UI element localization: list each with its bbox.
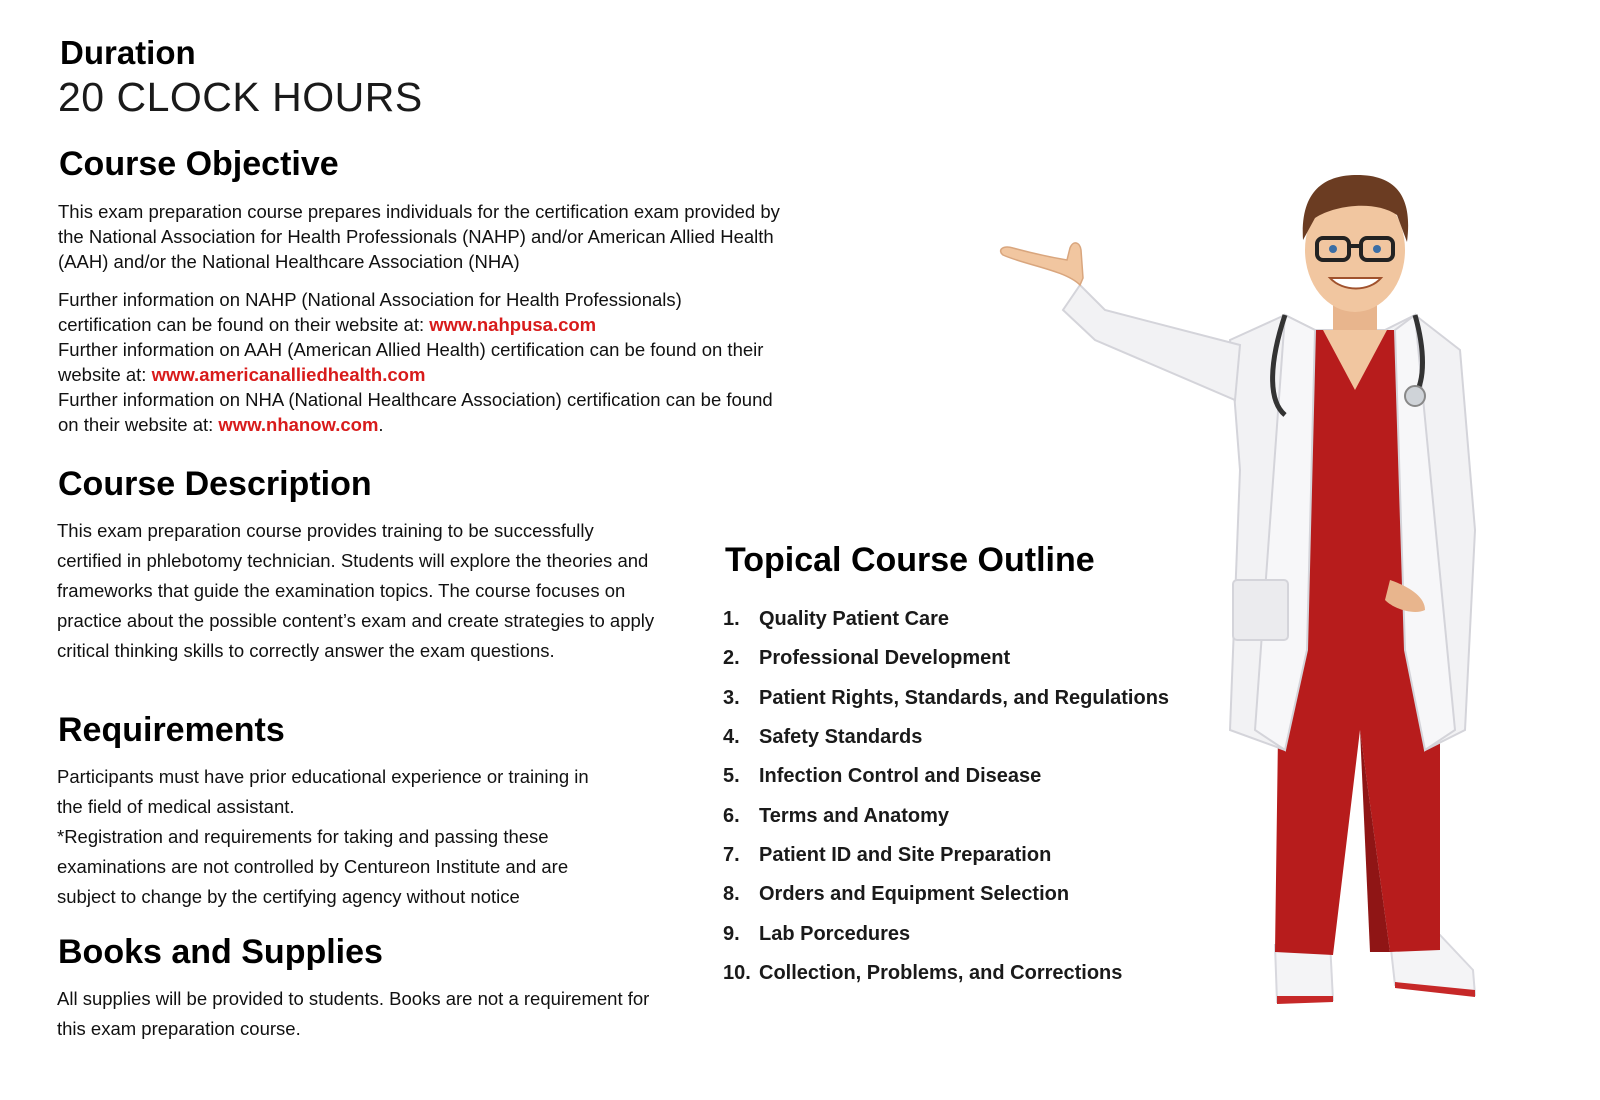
nahp-info-text: Further information on NAHP (National Association for Health Professionals) certification can be found on their website at: xyxy=(58,289,682,335)
hand xyxy=(1001,243,1083,285)
requirements-text: Participants must have prior educational experience or training in the field of medical assistant. xyxy=(57,766,589,817)
outline-item-label: Safety Standards xyxy=(759,726,923,749)
outline-item-number: 7. xyxy=(723,843,740,866)
stethoscope-chestpiece xyxy=(1405,386,1425,406)
books-supplies-text: All supplies will be provided to students. Books are not a requirement for this exam preparation course. xyxy=(57,988,650,1039)
course-description-heading: Course Description xyxy=(58,465,372,503)
eye-right xyxy=(1373,245,1381,253)
course-objective-heading: Course Objective xyxy=(59,145,339,183)
outline-item-label: Patient Rights, Standards, and Regulations xyxy=(759,686,1170,709)
outline-item-label: Collection, Problems, and Corrections xyxy=(759,961,1123,984)
outline-item-number: 9. xyxy=(723,922,740,945)
aah-info-text: Further information on AAH (American Allied Health) certification can be found on their website at: xyxy=(58,339,764,385)
doctor-illustration xyxy=(985,170,1505,1040)
duration-value: 20 CLOCK HOURS xyxy=(58,74,423,120)
nahp-website-link[interactable]: www.nahpusa.com xyxy=(429,314,597,335)
outline-item-label: Quality Patient Care xyxy=(759,608,950,631)
outline-item-number: 3. xyxy=(723,686,740,709)
nha-info-text: Further information on NHA (National Healthcare Association) certification can be found on their website at: xyxy=(58,389,773,435)
nha-website-link[interactable]: www.nhanow.com xyxy=(218,414,379,435)
eye xyxy=(1329,245,1337,253)
outline-item-label: Patient ID and Site Preparation xyxy=(759,843,1052,866)
outline-item-label: Professional Development xyxy=(759,647,1011,670)
outline-item-number: 1. xyxy=(723,608,740,631)
course-objective-text: This exam preparation course prepares individuals for the certification exam provided by the National Association for Health Professionals (NAHP) and/or American Allied Health (AAH) and/or the National Healthcare Association (NHA) xyxy=(58,201,780,272)
outline-item-number: 2. xyxy=(723,647,740,670)
outline-item-number: 8. xyxy=(723,883,740,906)
outline-item-label: Infection Control and Disease xyxy=(759,765,1042,788)
coat-pocket xyxy=(1233,580,1288,640)
outline-item-label: Lab Porcedures xyxy=(759,922,911,945)
outline-heading: Topical Course Outline xyxy=(725,541,1095,579)
course-description-text: This exam preparation course provides training to be successfully certified in phlebotomy technician. Students will explore the theories and frameworks that guide the examination topics. The course focuses on practice about the possible content’s exam and create strategies to apply critical thinking skills to correctly answer the exam questions. xyxy=(57,520,655,661)
outline-item-label: Orders and Equipment Selection xyxy=(759,883,1070,906)
outline-item-label: Terms and Anatomy xyxy=(759,804,950,827)
certification-info xyxy=(58,287,778,437)
outline-item-number: 6. xyxy=(723,804,740,827)
outline-item-number: 5. xyxy=(723,765,740,788)
requirements-disclaimer: *Registration and requirements for taking and passing these examinations are not controlled by Centureon Institute and are subject to change by the certifying agency without notice xyxy=(57,826,569,907)
outline-item-number: 10. xyxy=(723,961,751,984)
outline-item-number: 4. xyxy=(723,726,740,749)
nha-info-end: . xyxy=(378,414,384,435)
requirements-heading: Requirements xyxy=(58,711,285,749)
aah-website-link[interactable]: www.americanalliedhealth.com xyxy=(151,364,426,385)
raised-arm xyxy=(1063,285,1240,400)
books-supplies-heading: Books and Supplies xyxy=(58,933,383,971)
duration-label: Duration xyxy=(60,34,196,71)
